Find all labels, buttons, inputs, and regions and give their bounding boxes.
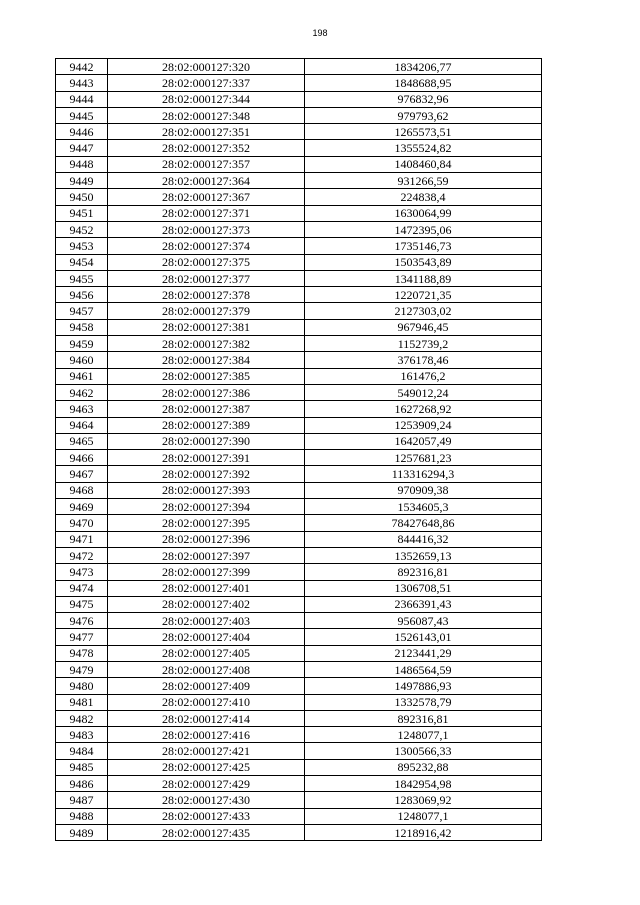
row-number-cell: 9457 (56, 303, 108, 319)
row-number-cell: 9456 (56, 287, 108, 303)
row-number-cell: 9484 (56, 743, 108, 759)
cadastral-number-cell: 28:02:000127:377 (108, 270, 305, 286)
cadastral-number-cell: 28:02:000127:348 (108, 107, 305, 123)
table-row (56, 727, 542, 743)
table-row (56, 107, 542, 123)
cadastral-number-cell: 28:02:000127:373 (108, 221, 305, 237)
row-number-cell: 9443 (56, 75, 108, 91)
value-cell: 1152739,2 (305, 336, 542, 352)
row-number-cell: 9464 (56, 417, 108, 433)
row-number-cell: 9479 (56, 661, 108, 677)
cadastral-number-cell: 28:02:000127:430 (108, 792, 305, 808)
row-number-cell: 9478 (56, 645, 108, 661)
row-number-cell: 9481 (56, 694, 108, 710)
cadastral-number-cell: 28:02:000127:395 (108, 515, 305, 531)
row-number-cell: 9455 (56, 270, 108, 286)
row-number-cell: 9469 (56, 499, 108, 515)
row-number-cell: 9477 (56, 629, 108, 645)
value-cell: 1248077,1 (305, 727, 542, 743)
value-cell: 1306708,51 (305, 580, 542, 596)
table-row (56, 678, 542, 694)
cadastral-number-cell: 28:02:000127:408 (108, 661, 305, 677)
table-row (56, 433, 542, 449)
table-row (56, 124, 542, 140)
table-row (56, 580, 542, 596)
cadastral-number-cell: 28:02:000127:390 (108, 433, 305, 449)
cadastral-number-cell: 28:02:000127:351 (108, 124, 305, 140)
cadastral-number-cell: 28:02:000127:433 (108, 808, 305, 824)
value-cell: 78427648,86 (305, 515, 542, 531)
row-number-cell: 9485 (56, 759, 108, 775)
row-number-cell: 9468 (56, 482, 108, 498)
value-cell: 892316,81 (305, 710, 542, 726)
cadastral-number-cell: 28:02:000127:389 (108, 417, 305, 433)
row-number-cell: 9446 (56, 124, 108, 140)
data-table (55, 58, 542, 841)
table-row (56, 254, 542, 270)
value-cell: 1300566,33 (305, 743, 542, 759)
table-row (56, 499, 542, 515)
value-cell: 1248077,1 (305, 808, 542, 824)
value-cell: 1848688,95 (305, 75, 542, 91)
cadastral-number-cell: 28:02:000127:375 (108, 254, 305, 270)
row-number-cell: 9459 (56, 336, 108, 352)
value-cell: 549012,24 (305, 384, 542, 400)
table-row (56, 450, 542, 466)
value-cell: 161476,2 (305, 368, 542, 384)
table-body (56, 59, 542, 841)
value-cell: 1834206,77 (305, 59, 542, 75)
table-row (56, 384, 542, 400)
table-row (56, 319, 542, 335)
row-number-cell: 9448 (56, 156, 108, 172)
table-row (56, 91, 542, 107)
value-cell: 970909,38 (305, 482, 542, 498)
cadastral-number-cell: 28:02:000127:399 (108, 564, 305, 580)
table-row (56, 759, 542, 775)
value-cell: 1257681,23 (305, 450, 542, 466)
value-cell: 2127303,02 (305, 303, 542, 319)
cadastral-number-cell: 28:02:000127:393 (108, 482, 305, 498)
value-cell: 1526143,01 (305, 629, 542, 645)
cadastral-number-cell: 28:02:000127:425 (108, 759, 305, 775)
cadastral-number-cell: 28:02:000127:391 (108, 450, 305, 466)
row-number-cell: 9449 (56, 173, 108, 189)
table-row (56, 173, 542, 189)
table-row (56, 287, 542, 303)
row-number-cell: 9465 (56, 433, 108, 449)
value-cell: 1253909,24 (305, 417, 542, 433)
value-cell: 976832,96 (305, 91, 542, 107)
value-cell: 1341188,89 (305, 270, 542, 286)
table-row (56, 466, 542, 482)
value-cell: 1627268,92 (305, 401, 542, 417)
cadastral-number-cell: 28:02:000127:435 (108, 824, 305, 840)
table-row (56, 189, 542, 205)
cadastral-number-cell: 28:02:000127:387 (108, 401, 305, 417)
cadastral-number-cell: 28:02:000127:357 (108, 156, 305, 172)
cadastral-number-cell: 28:02:000127:352 (108, 140, 305, 156)
cadastral-number-cell: 28:02:000127:384 (108, 352, 305, 368)
table-row (56, 59, 542, 75)
value-cell: 979793,62 (305, 107, 542, 123)
cadastral-number-cell: 28:02:000127:371 (108, 205, 305, 221)
table-row (56, 401, 542, 417)
row-number-cell: 9473 (56, 564, 108, 580)
value-cell: 1472395,06 (305, 221, 542, 237)
row-number-cell: 9474 (56, 580, 108, 596)
value-cell: 1218916,42 (305, 824, 542, 840)
value-cell: 1630064,99 (305, 205, 542, 221)
cadastral-number-cell: 28:02:000127:414 (108, 710, 305, 726)
cadastral-number-cell: 28:02:000127:392 (108, 466, 305, 482)
table-row (56, 482, 542, 498)
table-row (56, 564, 542, 580)
cadastral-number-cell: 28:02:000127:405 (108, 645, 305, 661)
cadastral-number-cell: 28:02:000127:404 (108, 629, 305, 645)
value-cell: 1332578,79 (305, 694, 542, 710)
value-cell: 224838,4 (305, 189, 542, 205)
table-row (56, 645, 542, 661)
row-number-cell: 9463 (56, 401, 108, 417)
row-number-cell: 9458 (56, 319, 108, 335)
value-cell: 1355524,82 (305, 140, 542, 156)
row-number-cell: 9461 (56, 368, 108, 384)
table-row (56, 531, 542, 547)
cadastral-number-cell: 28:02:000127:382 (108, 336, 305, 352)
row-number-cell: 9476 (56, 613, 108, 629)
value-cell: 1503543,89 (305, 254, 542, 270)
value-cell: 113316294,3 (305, 466, 542, 482)
cadastral-number-cell: 28:02:000127:402 (108, 596, 305, 612)
row-number-cell: 9454 (56, 254, 108, 270)
row-number-cell: 9460 (56, 352, 108, 368)
page-number: 198 (312, 28, 328, 38)
cadastral-number-cell: 28:02:000127:320 (108, 59, 305, 75)
cadastral-number-cell: 28:02:000127:397 (108, 547, 305, 563)
value-cell: 1220721,35 (305, 287, 542, 303)
table-row (56, 613, 542, 629)
row-number-cell: 9450 (56, 189, 108, 205)
value-cell: 892316,81 (305, 564, 542, 580)
table-row (56, 808, 542, 824)
cadastral-number-cell: 28:02:000127:374 (108, 238, 305, 254)
row-number-cell: 9466 (56, 450, 108, 466)
table-row (56, 710, 542, 726)
value-cell: 956087,43 (305, 613, 542, 629)
table-row (56, 336, 542, 352)
value-cell: 1265573,51 (305, 124, 542, 140)
value-cell: 1486564,59 (305, 661, 542, 677)
row-number-cell: 9444 (56, 91, 108, 107)
table-row (56, 515, 542, 531)
table-row (56, 238, 542, 254)
value-cell: 1408460,84 (305, 156, 542, 172)
row-number-cell: 9475 (56, 596, 108, 612)
cadastral-number-cell: 28:02:000127:410 (108, 694, 305, 710)
value-cell: 967946,45 (305, 319, 542, 335)
table-row (56, 303, 542, 319)
value-cell: 2123441,29 (305, 645, 542, 661)
cadastral-number-cell: 28:02:000127:344 (108, 91, 305, 107)
row-number-cell: 9470 (56, 515, 108, 531)
table-row (56, 352, 542, 368)
row-number-cell: 9451 (56, 205, 108, 221)
table-row (56, 629, 542, 645)
value-cell: 1642057,49 (305, 433, 542, 449)
value-cell: 895232,88 (305, 759, 542, 775)
row-number-cell: 9483 (56, 727, 108, 743)
cadastral-number-cell: 28:02:000127:385 (108, 368, 305, 384)
cadastral-number-cell: 28:02:000127:396 (108, 531, 305, 547)
cadastral-number-cell: 28:02:000127:421 (108, 743, 305, 759)
row-number-cell: 9471 (56, 531, 108, 547)
value-cell: 844416,32 (305, 531, 542, 547)
cadastral-number-cell: 28:02:000127:364 (108, 173, 305, 189)
row-number-cell: 9447 (56, 140, 108, 156)
value-cell: 1497886,93 (305, 678, 542, 694)
table-row (56, 205, 542, 221)
cadastral-number-cell: 28:02:000127:394 (108, 499, 305, 515)
row-number-cell: 9445 (56, 107, 108, 123)
table-row (56, 140, 542, 156)
table-row (56, 596, 542, 612)
cadastral-number-cell: 28:02:000127:337 (108, 75, 305, 91)
table-row (56, 547, 542, 563)
value-cell: 1283069,92 (305, 792, 542, 808)
table-row (56, 156, 542, 172)
table-row (56, 221, 542, 237)
table-row (56, 661, 542, 677)
row-number-cell: 9453 (56, 238, 108, 254)
row-number-cell: 9462 (56, 384, 108, 400)
row-number-cell: 9472 (56, 547, 108, 563)
row-number-cell: 9482 (56, 710, 108, 726)
value-cell: 1735146,73 (305, 238, 542, 254)
value-cell: 1842954,98 (305, 776, 542, 792)
cadastral-number-cell: 28:02:000127:378 (108, 287, 305, 303)
row-number-cell: 9488 (56, 808, 108, 824)
table-row (56, 75, 542, 91)
value-cell: 1352659,13 (305, 547, 542, 563)
row-number-cell: 9487 (56, 792, 108, 808)
cadastral-number-cell: 28:02:000127:401 (108, 580, 305, 596)
row-number-cell: 9442 (56, 59, 108, 75)
table-row (56, 270, 542, 286)
table-row (56, 824, 542, 840)
cadastral-number-cell: 28:02:000127:386 (108, 384, 305, 400)
cadastral-number-cell: 28:02:000127:379 (108, 303, 305, 319)
cadastral-number-cell: 28:02:000127:381 (108, 319, 305, 335)
table-row (56, 694, 542, 710)
row-number-cell: 9480 (56, 678, 108, 694)
row-number-cell: 9486 (56, 776, 108, 792)
cadastral-number-cell: 28:02:000127:429 (108, 776, 305, 792)
cadastral-number-cell: 28:02:000127:416 (108, 727, 305, 743)
row-number-cell: 9452 (56, 221, 108, 237)
cadastral-number-cell: 28:02:000127:409 (108, 678, 305, 694)
table-row (56, 417, 542, 433)
value-cell: 931266,59 (305, 173, 542, 189)
cadastral-number-cell: 28:02:000127:403 (108, 613, 305, 629)
value-cell: 1534605,3 (305, 499, 542, 515)
table-row (56, 368, 542, 384)
value-cell: 376178,46 (305, 352, 542, 368)
row-number-cell: 9489 (56, 824, 108, 840)
table-row (56, 776, 542, 792)
table-row (56, 743, 542, 759)
value-cell: 2366391,43 (305, 596, 542, 612)
cadastral-number-cell: 28:02:000127:367 (108, 189, 305, 205)
row-number-cell: 9467 (56, 466, 108, 482)
table-row (56, 792, 542, 808)
